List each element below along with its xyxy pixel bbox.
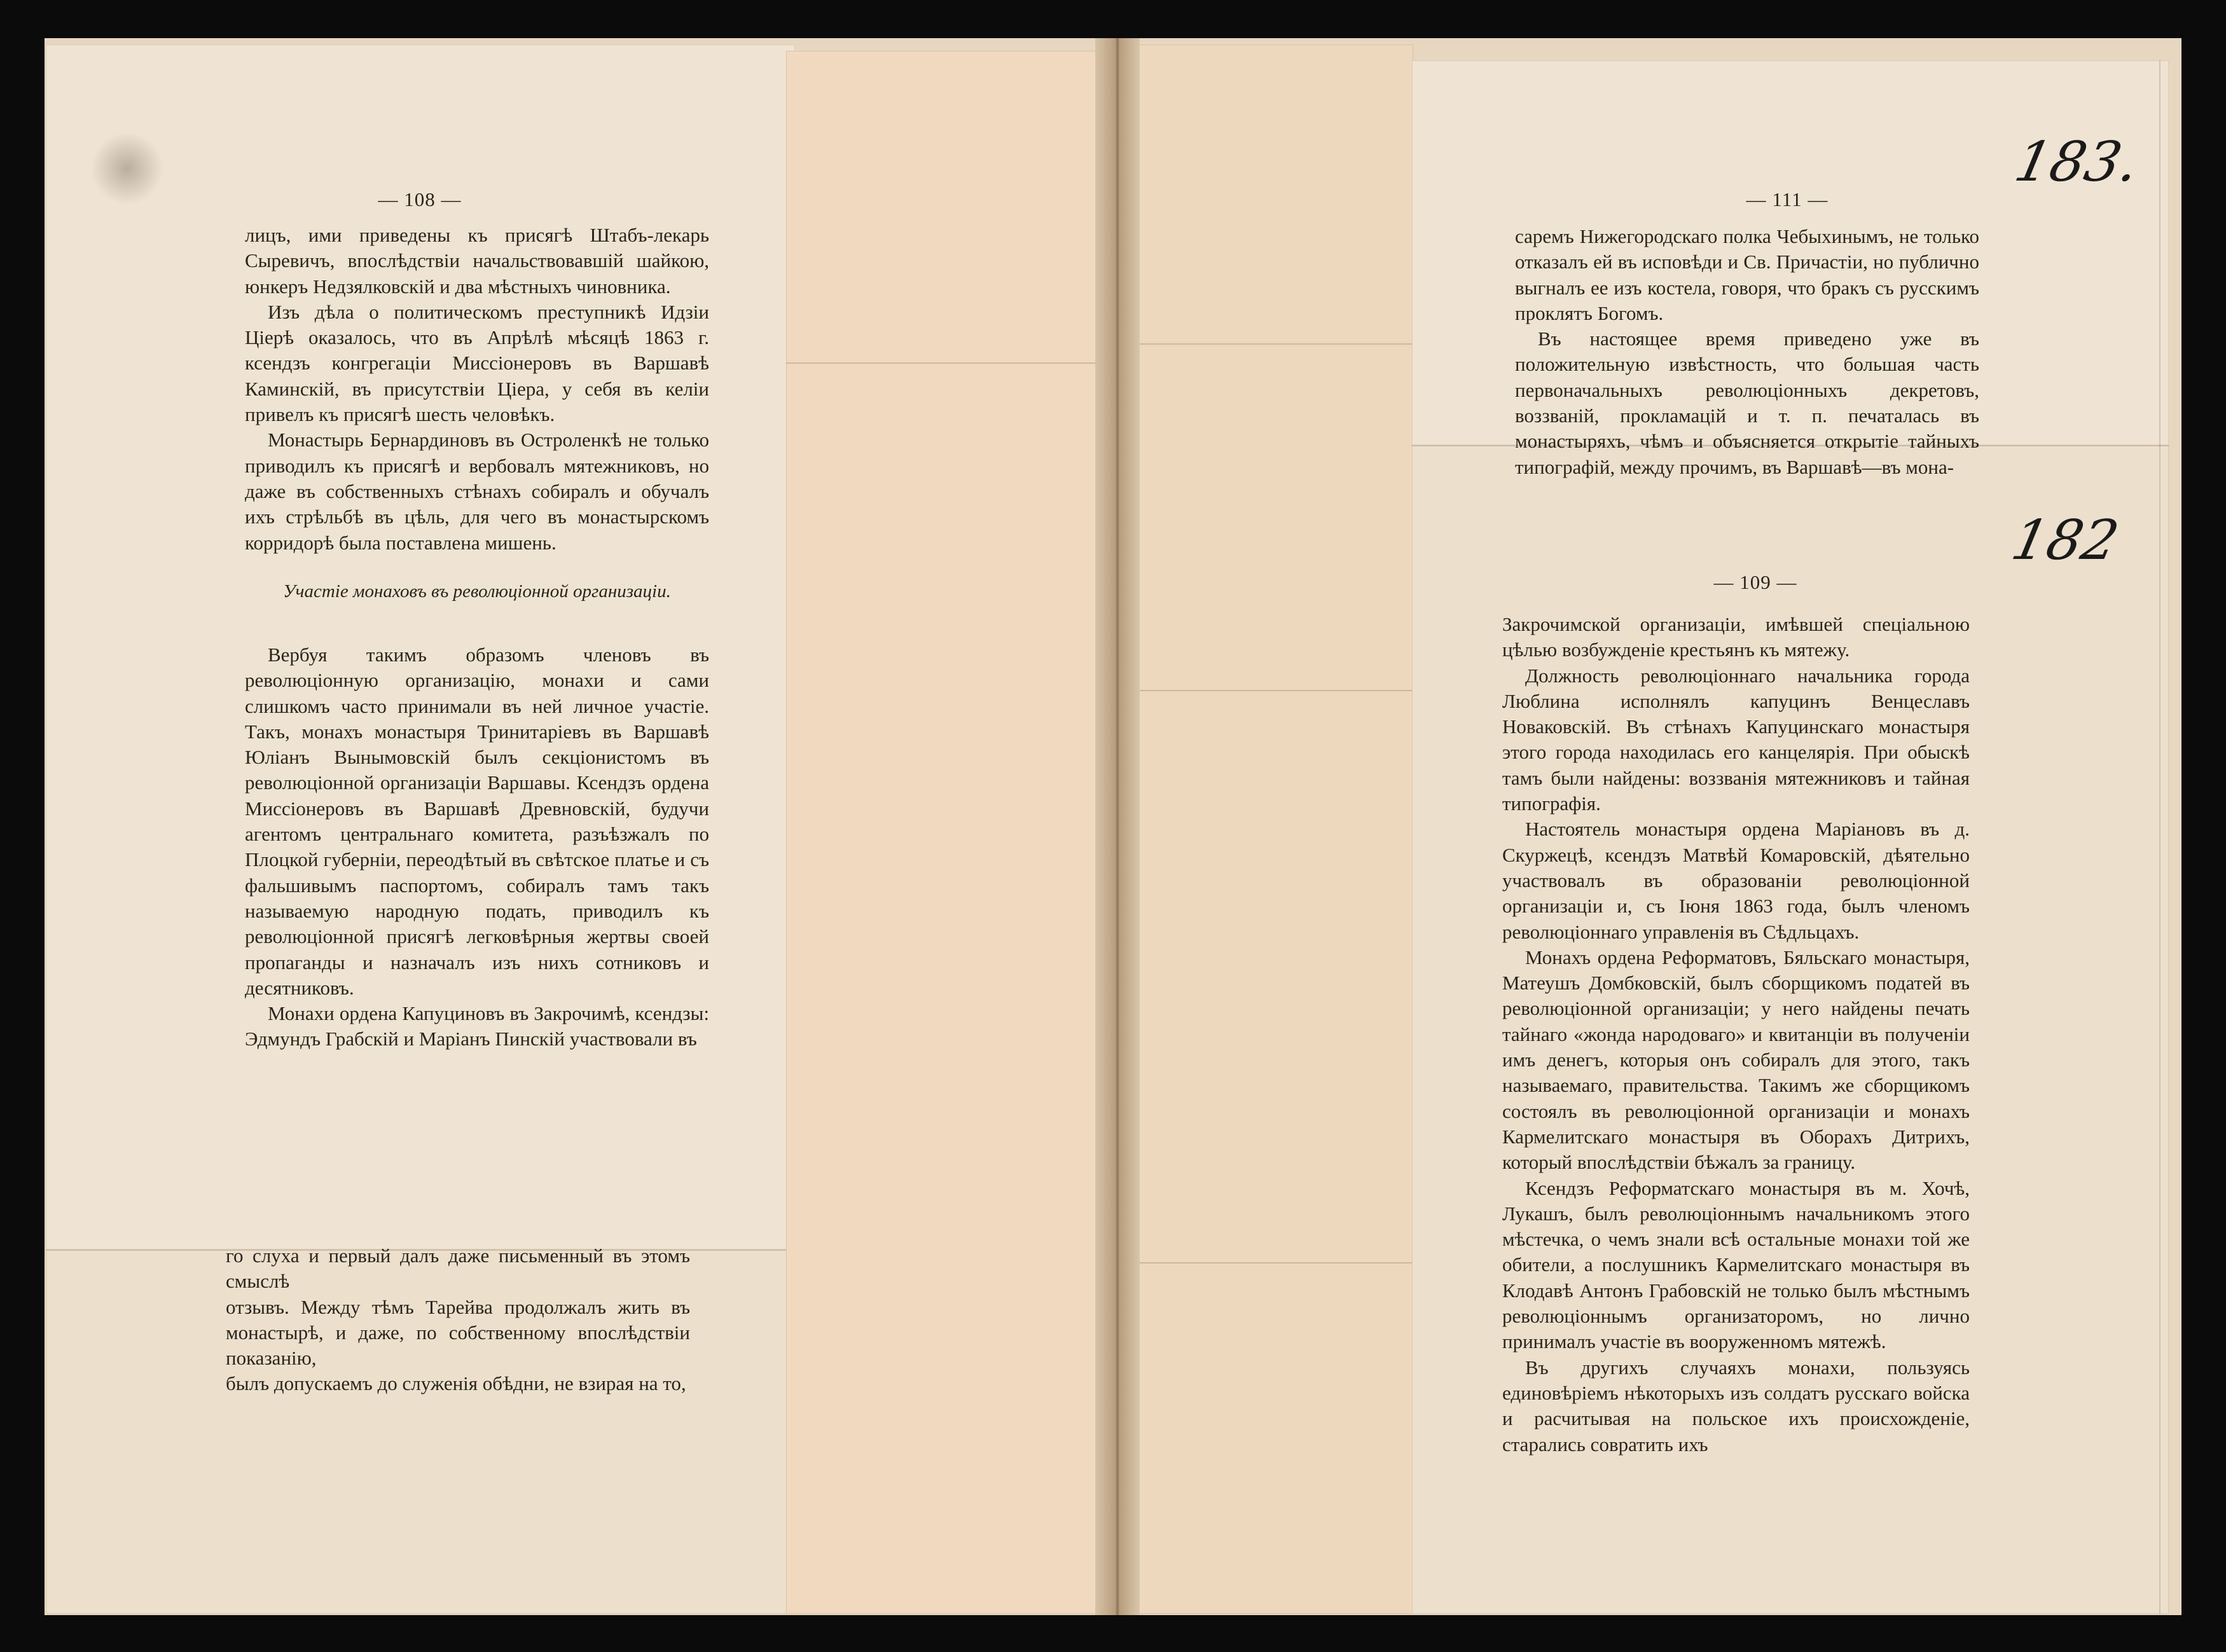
page-number-111: — 111 — bbox=[1746, 188, 1828, 210]
paragraph: Должность революцiоннаго начальника города Люблина исполнялъ капуцинъ Венцеславъ Новаковскiй. Въ стѣнахъ Капуцинскаго монастыря этого города находилась его канцелярiя. При обыскѣ тамъ были найдены: воззванiя мятежниковъ и тайная типографiя. bbox=[1502, 664, 1970, 815]
slip-fold-2 bbox=[1121, 343, 1413, 345]
book-spine bbox=[1095, 38, 1140, 1615]
left-page-text-top bbox=[245, 223, 709, 556]
slip-fold-4 bbox=[1121, 1262, 1413, 1263]
fragment-line: отзывъ. Между тѣмъ Тарейва продолжалъ жить въ монастырѣ, и даже, по собственному впослѣдствiи показанiю, bbox=[226, 1295, 690, 1370]
paragraph: Изъ дѣла о политическомъ преступникѣ Идзiи Цiерѣ оказалось, что въ Апрѣлѣ мѣсяцѣ 1863 г. ксендзъ конгрегацiи Миссiонеровъ въ Варшавѣ Каминскiй, въ присутствiи Цiера, у себя въ келiи привелъ къ присягѣ шесть человѣкъ. bbox=[245, 300, 709, 426]
paragraph: Ксендзъ Реформатскаго монастыря въ м. Хочѣ, Лукашъ, былъ революцiоннымъ начальникомъ этого мѣстечка, о чемъ знали всѣ остальные монахи той же обители, а послушникъ Кармелитскаго монастыря въ Клодавѣ Антонъ Грабовскiй не только былъ мѣстнымъ революцiоннымъ организаторомъ, но лично принималъ участiе въ вооруженномъ мятежѣ. bbox=[1502, 1176, 1970, 1353]
section-heading: Участiе монаховъ въ революцiонной организацiи. bbox=[283, 581, 671, 602]
right-edge-sheet bbox=[2159, 60, 2160, 1614]
slip-fold-3 bbox=[1121, 690, 1413, 691]
inserted-slip-left bbox=[786, 51, 1104, 1614]
paragraph: саремъ Нижегородскаго полка Чебыхинымъ, не только отказалъ ей въ исповѣди и Св. Причастiи, но публично выгналъ ее изъ костела, говоря, что бракъ съ русскимъ проклятъ Богомъ. bbox=[1515, 225, 1979, 324]
right-upper-text bbox=[1515, 224, 1979, 480]
inserted-slip-right bbox=[1121, 45, 1413, 1614]
page-number-109: — 109 — bbox=[1713, 571, 1797, 593]
right-lower-text bbox=[1502, 612, 1970, 1457]
page-number-108: — 108 — bbox=[378, 188, 462, 210]
left-page-fragment bbox=[226, 1243, 690, 1397]
slip-fold-1 bbox=[786, 362, 1104, 364]
handwritten-number-183: 183. bbox=[2009, 130, 2145, 194]
paragraph: Монастырь Бернардиновъ въ Остроленкѣ не только приводилъ къ присягѣ и вербовалъ мятежниковъ, но даже въ собственныхъ стѣнахъ собиралъ и обучалъ ихъ стрѣльбѣ въ цѣль, для чего въ монастырскомъ корридорѣ была поставлена мишень. bbox=[245, 429, 709, 554]
paragraph: Вербуя такимъ образомъ членовъ въ революцiонную организацiю, монахи и сами слишкомъ часто принимали въ ней личное участiе. Такъ, монахъ монастыря Тринитарiевъ въ Варшавѣ Юлiанъ Вынымовскiй былъ секцiонистомъ въ революцiонной организацiи Варшавы. Ксендзъ ордена Миссiонеровъ въ Варшавѣ Древновскiй, будучи агентомъ центральнаго комитета, разъѣзжалъ по Плоцкой губернiи, переодѣтый въ свѣтское платье и съ фальшивымъ паспортомъ, собиралъ тамъ такъ называемую народную подать, приводилъ къ революцiонной присягѣ легковѣрныя жертвы своей пропаганды и назначалъ изъ нихъ сотниковъ и десятниковъ. bbox=[245, 644, 709, 999]
paragraph: Въ настоящее время приведено уже въ положительную извѣстность, что большая часть первоначальныхъ революцiонныхъ декретовъ, воззванiй, прокламацiй и т. п. печаталась въ монастыряхъ, чѣмъ и объясняется открытiе тайныхъ типографiй, между прочимъ, въ Варшавѣ—въ мона- bbox=[1515, 327, 1979, 478]
left-page-text-section bbox=[245, 642, 709, 1052]
handwritten-number-182: 182 bbox=[2006, 509, 2124, 572]
paragraph: лицъ, ими приведены къ присягѣ Штабъ-лекарь Сыревичъ, впослѣдствiи начальствовавшiй шайкою, юнкеръ Недзялковскiй и два мѣстныхъ чиновника. bbox=[245, 224, 709, 298]
fragment-line: го слуха и первый далъ даже письменный въ этомъ смыслѣ bbox=[226, 1244, 690, 1293]
paragraph: Настоятель монастыря ордена Марiановъ въ д. Скуржецѣ, ксендзъ Матвѣй Комаровскiй, дѣятельно участвовалъ въ образованiи революцiонной организацiи и, съ Iюня 1863 года, былъ членомъ революцiоннаго управленiя въ Сѣдльцахъ. bbox=[1502, 818, 1970, 943]
stain-mark bbox=[89, 134, 165, 203]
paragraph: Въ другихъ случаяхъ монахи, пользуясь единовѣрiемъ нѣкоторыхъ изъ солдатъ русскаго войска и расчитывая на польское ихъ происхожденiе, старались совратить ихъ bbox=[1502, 1356, 1970, 1456]
paragraph: Монахъ ордена Реформатовъ, Бяльскаго монастыря, Матеушъ Домбковскiй, былъ сборщикомъ податей въ революцiонной организацiи; у него найдены печать тайнаго «жонда народоваго» и квитанцiи въ полученiи имъ денегъ, которыя онъ собиралъ для этого, такъ называемаго, правительства. Такимъ же сборщикомъ состоялъ въ революцiонной организацiи и монахъ Кармелитскаго монастыря въ Оборахъ Дитрихъ, который впослѣдствiи бѣжалъ за границу. bbox=[1502, 946, 1970, 1174]
paragraph: Монахи ордена Капуциновъ въ Закрочимѣ, ксендзы: Эдмундъ Грабскiй и Марiанъ Пинскiй участвовали въ bbox=[245, 1002, 709, 1050]
paragraph: Закрочимской организацiи, имѣвшей спецiальною цѣлью возбужденiе крестьянъ къ мятежу. bbox=[1502, 613, 1970, 661]
fragment-line: былъ допускаемъ до служенiя обѣдни, не взирая на то, bbox=[226, 1372, 686, 1395]
